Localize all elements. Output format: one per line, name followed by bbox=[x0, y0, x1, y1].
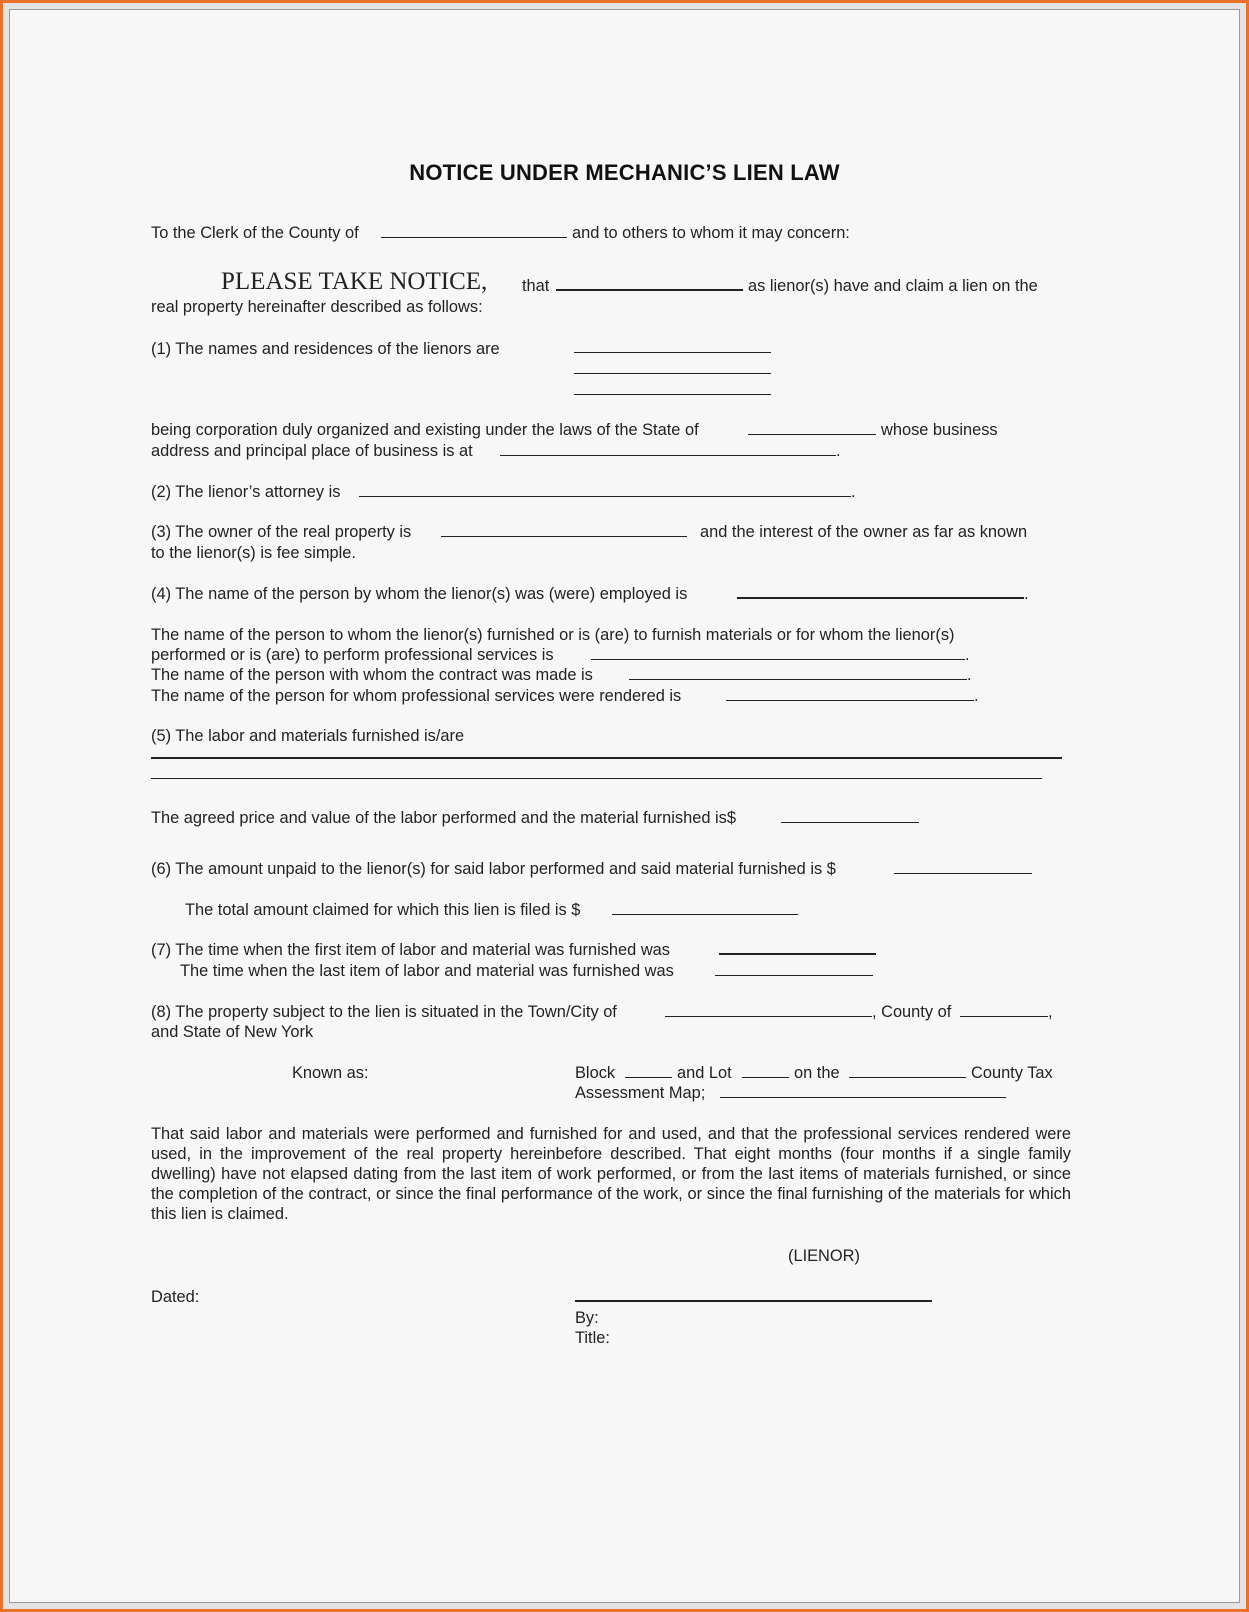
assessment-map-label: Assessment Map; bbox=[575, 1084, 706, 1102]
item1-names: (1) The names and residences of the lienors are bbox=[151, 340, 500, 358]
lienor-residence-line-3[interactable] bbox=[574, 394, 771, 395]
owner-blank[interactable] bbox=[441, 536, 687, 537]
item5-labor: (5) The labor and materials furnished is/are bbox=[151, 727, 465, 745]
fee-simple-text: to the lienor(s) is fee simple. bbox=[151, 544, 356, 562]
last-item-date-blank[interactable] bbox=[715, 975, 873, 976]
document-page bbox=[3, 3, 1246, 1609]
item7-last: The time when the last item of labor and material was furnished was bbox=[180, 962, 674, 980]
lienor-residence-line-1[interactable] bbox=[574, 352, 771, 353]
county-label: , County of bbox=[872, 1003, 952, 1021]
tax-county-blank[interactable] bbox=[849, 1077, 966, 1078]
by-label: By: bbox=[575, 1309, 599, 1327]
labor-materials-line-2[interactable] bbox=[151, 778, 1042, 779]
first-item-date-blank[interactable] bbox=[719, 953, 876, 955]
item3-owner: (3) The owner of the real property is bbox=[151, 523, 412, 541]
contract-party-blank[interactable] bbox=[629, 679, 967, 680]
title-label: Title: bbox=[575, 1329, 610, 1347]
period-mark: . bbox=[1024, 585, 1029, 603]
agreed-price-text: The agreed price and value of the labor performed and the material furnished is$ bbox=[151, 809, 736, 827]
lot-label: and Lot bbox=[677, 1064, 732, 1082]
contract-text: The name of the person with whom the contract was made is bbox=[151, 666, 593, 684]
period-mark: . bbox=[965, 646, 970, 664]
to-others-text: and to others to whom it may concern: bbox=[572, 224, 850, 242]
lot-blank[interactable] bbox=[742, 1077, 789, 1078]
block-label: Block bbox=[575, 1064, 616, 1082]
item4-employed: (4) The name of the person by whom the lienor(s) was (were) employed is bbox=[151, 585, 688, 603]
lienor-label: (LIENOR) bbox=[788, 1247, 860, 1265]
signature-line[interactable] bbox=[575, 1300, 932, 1302]
county-tax-text: County Tax bbox=[971, 1064, 1053, 1082]
to-clerk-text: To the Clerk of the County of bbox=[151, 224, 359, 242]
employer-blank[interactable] bbox=[737, 597, 1024, 599]
closing-paragraph: That said labor and materials were performed and furnished for and used, and that the professional services rendered were used, in the improvement of the real property hereinbefore described. That eight months (four months if a single family dwelling) have not elapsed dating from the last item of work performed, or from the last items of materials furnished, or since the completion of the contract, or since the final performance of the work, or since the final furnishing of the materials for which this lien is claimed. bbox=[151, 1125, 1071, 1223]
assessment-map-blank[interactable] bbox=[720, 1097, 1006, 1098]
period-mark: . bbox=[974, 687, 979, 705]
furnished-to-blank[interactable] bbox=[591, 659, 965, 660]
attorney-blank[interactable] bbox=[359, 496, 851, 497]
corporation-text: being corporation duly organized and existing under the laws of the State of bbox=[151, 421, 699, 439]
dated-label: Dated: bbox=[151, 1288, 200, 1306]
known-as-label: Known as: bbox=[292, 1064, 369, 1082]
total-claimed-text: The total amount claimed for which this lien is filed is $ bbox=[185, 901, 581, 919]
item6-unpaid: (6) The amount unpaid to the lienor(s) for said labor performed and said material furnished is $ bbox=[151, 860, 836, 878]
period-mark: . bbox=[967, 666, 972, 684]
unpaid-amount-blank[interactable] bbox=[894, 873, 1032, 874]
total-claimed-blank[interactable] bbox=[612, 914, 798, 915]
lienor-residence-line-2[interactable] bbox=[574, 373, 771, 374]
state-text: and State of New York bbox=[151, 1023, 314, 1041]
please-take-notice: PLEASE TAKE NOTICE, bbox=[221, 268, 488, 295]
whose-business-text: whose business bbox=[881, 421, 998, 439]
on-the-text: on the bbox=[794, 1064, 840, 1082]
lienors-name-blank[interactable] bbox=[556, 289, 743, 291]
document-title: NOTICE UNDER MECHANIC’S LIEN LAW bbox=[409, 160, 840, 185]
town-city-blank[interactable] bbox=[665, 1016, 872, 1017]
as-lienors-text: as lienor(s) have and claim a lien on the bbox=[748, 277, 1038, 295]
that-text: that bbox=[522, 277, 550, 295]
document-sheet bbox=[9, 9, 1240, 1603]
block-blank[interactable] bbox=[625, 1077, 672, 1078]
item8-property: (8) The property subject to the lien is situated in the Town/City of bbox=[151, 1003, 617, 1021]
address-text: address and principal place of business is at bbox=[151, 442, 473, 460]
real-property-text: real property hereinafter described as follows: bbox=[151, 298, 483, 316]
period-mark: . bbox=[851, 483, 856, 501]
item2-attorney: (2) The lienor’s attorney is bbox=[151, 483, 341, 501]
interest-text: and the interest of the owner as far as known bbox=[700, 523, 1028, 541]
county-name-blank[interactable] bbox=[960, 1016, 1048, 1017]
state-blank[interactable] bbox=[748, 434, 876, 435]
period-mark: . bbox=[836, 442, 841, 460]
comma-mark: , bbox=[1048, 1003, 1053, 1021]
labor-materials-line-1[interactable] bbox=[151, 757, 1062, 759]
business-address-blank[interactable] bbox=[500, 455, 836, 456]
furnished-text: The name of the person to whom the lienor(s) furnished or is (are) to furnish materials or for whom the lienor(s) bbox=[151, 626, 955, 644]
professional-text: The name of the person for whom professional services were rendered is bbox=[151, 687, 682, 705]
performed-text: performed or is (are) to perform professional services is bbox=[151, 646, 554, 664]
agreed-price-blank[interactable] bbox=[781, 822, 919, 823]
professional-services-blank[interactable] bbox=[726, 700, 974, 701]
county-blank[interactable] bbox=[381, 237, 567, 238]
item7-first: (7) The time when the first item of labor and material was furnished was bbox=[151, 941, 670, 959]
